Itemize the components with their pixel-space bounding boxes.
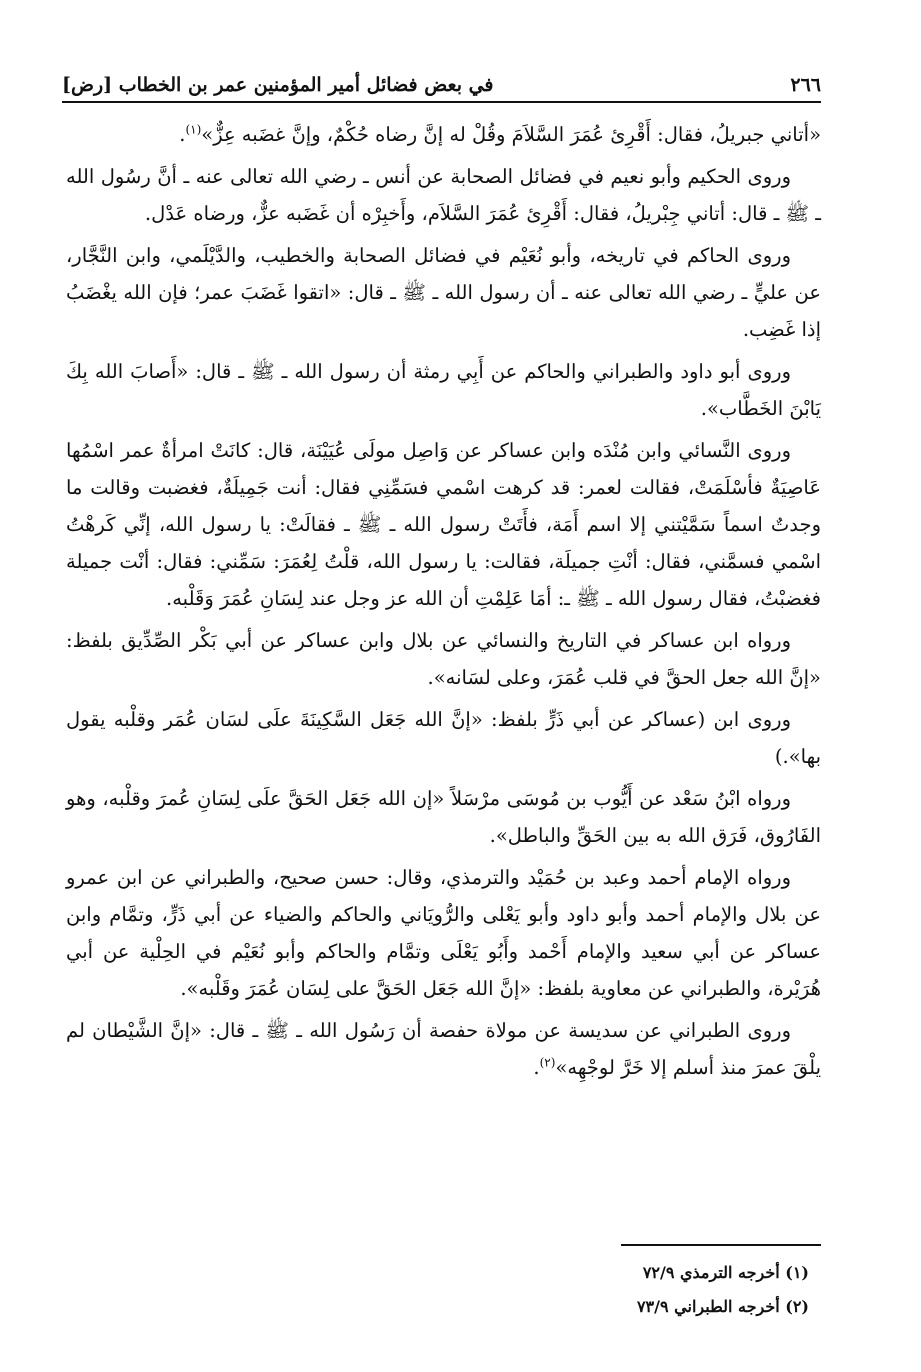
paragraph-4: وروى أبو داود والطبراني والحاكم عن أَبِي رمثة أن رسول الله ـ ﷺ ـ قال: «أَصابَ الله بِكَ يَابْنَ الخَطَّاب». [66, 360, 821, 420]
paragraph-text: وروى الطبراني عن سديسة عن مولاة حفصة أن رَسُول الله ـ ﷺ ـ قال: «إنَّ الشَّيْطان لم يلْقَ عمرَ منذ أسلم إلا خَرَّ لوجْهِه» [66, 1019, 821, 1079]
paragraph-3: وروى الحاكم في تاريخه، وأبو نُعَيْم في فضائل الصحابة والخطيب، والدَّيْلَمي، وابن النَّجَّار، عن عليٍّ ـ رضي الله تعالى عنه ـ أن رسول الله ـ ﷺ ـ قال: «اتقوا غَضَبَ عمر؛ فإن الله يغْضَبُ إذا غَضِب. [66, 244, 821, 341]
footnotes [66, 1256, 809, 1324]
paragraph-7: وروى ابن (عساكر عن أبي ذَرٍّ بلفظ: «إنَّ الله جَعَل السَّكِينَةَ علَى لسَان عُمَر وقلْبه يقول بها».) [66, 708, 821, 768]
footnote-rule [621, 1244, 821, 1246]
footnote-1: (١) أخرجه الترمذي ٧٢/٩ [642, 1263, 809, 1282]
page-number: ٢٦٦ [790, 74, 821, 96]
running-title: في بعض فضائل أمير المؤمنين عمر بن الخطاب [رض] [62, 74, 494, 96]
paragraph-2: وروى الحكيم وأبو نعيم في فضائل الصحابة عن أنس ـ رضي الله تعالى عنه ـ أنَّ رسُول الله ـ ﷺ ـ قال: أتاني جِبْريلُ، فقال: أَقْرِئ عُمَرَ السَّلاَم، وأَخبِرْه أن غَضَبه عزٌّ، ورضاه عَدْل. [66, 165, 821, 225]
page-header [62, 64, 821, 98]
paragraph-text: «أتاني جبريلُ، فقال: أَقْرِئ عُمَرَ السَّلاَمَ وقُلْ له إنَّ رضاه حُكْمٌ، وإنَّ غضَبه عِزٌّ» [201, 123, 821, 146]
paragraph-8: ورواه ابْنُ سَعْد عن أَيُّوب بن مُوسَى مرْسَلاً «إن الله جَعَل الحَقَّ علَى لِسَانِ عُمرَ وقلْبه، وهو الفَارُوق، فَرَق الله به بين الحَقِّ والباطل». [66, 787, 821, 847]
footnote-ref-2: (٢) [539, 1055, 556, 1070]
footnote-ref-1: (١) [185, 122, 202, 137]
paragraph-6: ورواه ابن عساكر في التاريخ والنسائي عن بلال وابن عساكر عن أبي بَكْر الصِّدِّيق بلفظ: «إنَّ الله جعل الحقَّ في قلب عُمَرَ، وعلى لسَانه». [66, 629, 821, 689]
paragraph-1: «أتاني جبريلُ، فقال: أَقْرِئ عُمَرَ السَّلاَمَ وقُلْ له إنَّ رضاه حُكْمٌ، وإنَّ غضَبه عِزٌّ»$^{(١)}$. [179, 122, 821, 146]
main-text [66, 116, 821, 1091]
paragraph-10: وروى الطبراني عن سديسة عن مولاة حفصة أن رَسُول الله ـ ﷺ ـ قال: «إنَّ الشَّيْطان لم يلْقَ عمرَ منذ أسلم إلا خَرَّ لوجْهِه»$^{(٢)}$. [66, 1019, 821, 1079]
paragraph-5: وروى النَّسائي وابن مُنْدَه وابن عساكر عن وَاصِل مولَى عُيَيْنَة، قال: كانَتْ امرأةٌ عمر اسْمُها عَاصِيَةٌ فأسْلَمَتْ، فقالت لعمر: قد كرهت اسْمي فسَمِّنِي فقال: أنت جَمِيلَةٌ، فغضبت وقالت ما وجدتٌ اسماً سَمَّيْتني إلا اسم أَمَة، فأَتَتْ رسول الله ـ ﷺ ـ فقالَتْ: يا رسول الله، إنِّي كَرهْتُ اسْمي فسمَّني، فقال: أنْتِ جميلَة، فقالت: يا رسول الله، قلْتُ لِعُمَرَ: سَمِّني: فقال: أنْت جميلة فغضبْتُ، فقال رسول الله ـ ﷺ ـ: أمَا عَلِمْتِ أن الله عز وجل عند لِسَانِ عُمَرَ وَقَلْبه. [66, 439, 821, 610]
footnote-2: (٢) أخرجه الطبراني ٧٣/٩ [636, 1297, 809, 1316]
paragraph-9: ورواه الإمام أحمد وعبد بن حُمَيْد والترمذي، وقال: حسن صحيح، والطبراني عن ابن عمرو عن بلال والإمام أحمد وأبو داود وأبو يَعْلى والرُّويَاني والحاكم والضياء عن أبي ذَرٍّ، وتمَّام وابن عساكر عن أبي سعيد والإمام أَحْمد وأَبُو يَعْلَى وتمَّام والحاكم وأبو نُعَيْم في الحِلْية عن أبي هُرَيْرة، والطبراني عن معاوية بلفظ: «إنَّ الله جَعَل الحَقَّ على لِسَان عُمَرَ وقَلْبه». [66, 866, 821, 1000]
header-rule [62, 101, 821, 103]
